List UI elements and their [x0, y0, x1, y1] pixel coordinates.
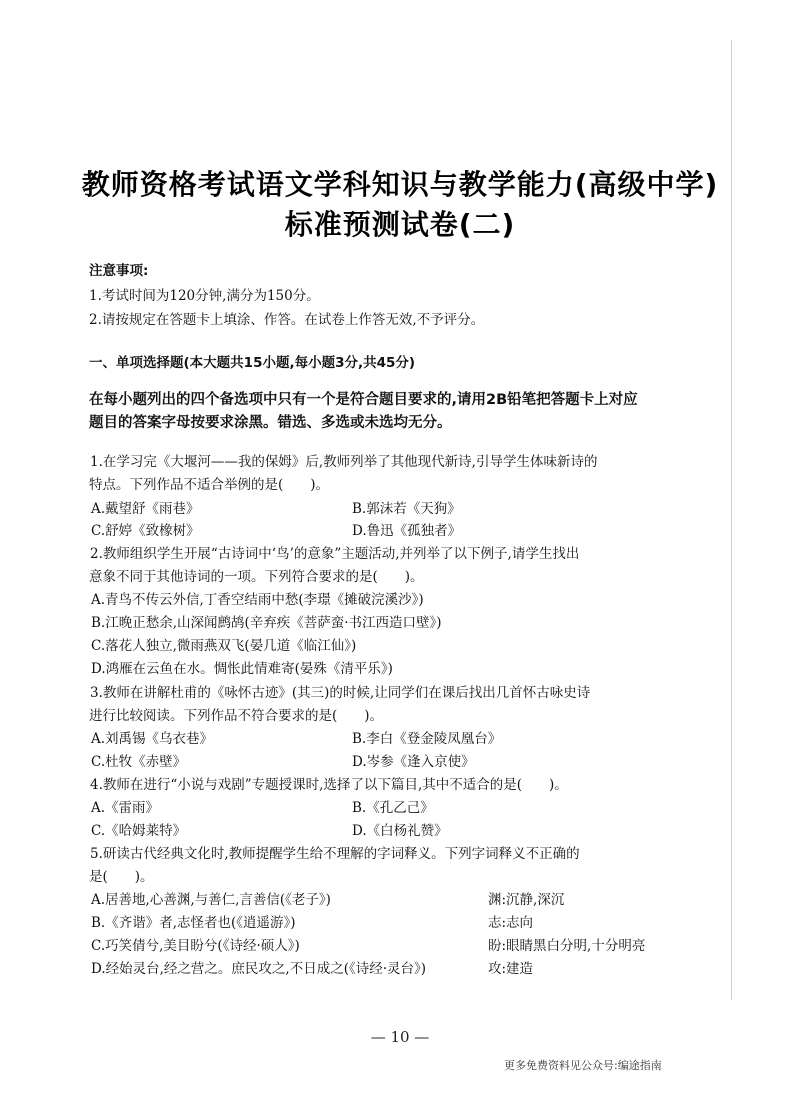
question-5-stem-line2: 是( )。 — [89, 869, 154, 885]
question-1-option-b: B.郭沫若《天狗》 — [352, 501, 461, 517]
footer-note: 更多免费资料见公众号:编途指南 — [504, 1059, 662, 1072]
notice-item-2: 2.请按规定在答题卡上填涂、作答。在试卷上作答无效,不予评分。 — [89, 312, 485, 328]
question-3-option-b: B.李白《登金陵凤凰台》 — [352, 731, 502, 747]
question-5-option-a-gloss: 渊:沉静,深沉 — [488, 892, 565, 908]
question-2-stem-line1: 2.教师组织学生开展“古诗词中‘鸟’的意象”主题活动,并列举了以下例子,请学生找出 — [90, 546, 580, 562]
question-3-stem-line2: 进行比较阅读。下列作品不符合要求的是( )。 — [89, 708, 384, 724]
question-4-option-a: A.《雷雨》 — [91, 800, 160, 816]
section-instructions-line1: 在每小题列出的四个备选项中只有一个是符合题目要求的,请用2B铅笔把答题卡上对应 — [89, 392, 638, 408]
section-heading: 一、单项选择题(本大题共15小题,每小题3分,共45分) — [89, 355, 416, 371]
question-1-stem-line1: 1.在学习完《大堰河——我的保姆》后,教师列举了其他现代新诗,引导学生体味新诗的 — [90, 454, 598, 470]
question-4-option-c: C.《哈姆莱特》 — [91, 823, 187, 839]
page-number: — 10 — — [370, 1028, 430, 1046]
question-5-stem-line1: 5.研读古代经典文化时,教师提醒学生给不理解的字词释义。下列字词释义不正确的 — [90, 846, 580, 862]
question-2-option-b: B.江晚正愁余,山深闻鹧鸪(辛弃疾《菩萨蛮·书江西造口壁》) — [91, 615, 442, 631]
section-instructions-line2: 题目的答案字母按要求涂黑。错选、多选或未选均无分。 — [89, 415, 452, 431]
notice-heading: 注意事项: — [89, 263, 149, 279]
question-3-option-c: C.杜牧《赤壁》 — [91, 754, 187, 770]
question-3-stem-line1: 3.教师在讲解杜甫的《咏怀古迹》(其三)的时候,让同学们在课后找出几首怀古咏史诗 — [90, 685, 591, 701]
question-4-option-b: B.《孔乙己》 — [352, 800, 434, 816]
question-5-option-a: A.居善地,心善渊,与善仁,言善信(《老子》) — [91, 892, 331, 908]
exam-title-line1: 教师资格考试语文学科知识与教学能力(高级中学) — [81, 168, 719, 201]
question-5-option-b: B.《齐谐》者,志怪者也(《逍遥游》) — [91, 915, 296, 931]
notice-item-1: 1.考试时间为120分钟,满分为150分。 — [89, 288, 320, 304]
question-5-option-c-gloss: 盼:眼睛黑白分明,十分明亮 — [488, 938, 646, 954]
question-5-option-c: C.巧笑倩兮,美目盼兮(《诗经·硕人》) — [91, 938, 300, 954]
question-1-option-d: D.鲁迅《孤独者》 — [352, 523, 462, 539]
question-1-option-a: A.戴望舒《雨巷》 — [91, 501, 200, 517]
question-5-option-d: D.经始灵台,经之营之。庶民攻之,不日成之(《诗经·灵台》) — [91, 961, 427, 977]
question-3-option-a: A.刘禹锡《乌衣巷》 — [91, 731, 214, 747]
question-3-option-d: D.岑参《逢入京使》 — [352, 754, 475, 770]
question-2-option-c: C.落花人独立,微雨燕双飞(晏几道《临江仙》) — [91, 638, 357, 654]
question-2-option-a: A.青鸟不传云外信,丁香空结雨中愁(李璟《摊破浣溪沙》) — [91, 592, 424, 608]
exam-title-line2: 标准预测试卷(二) — [284, 208, 516, 241]
question-2-stem-line2: 意象不同于其他诗词的一项。下列符合要求的是( )。 — [89, 569, 424, 585]
question-1-stem-line2: 特点。下列作品不适合举例的是( )。 — [89, 477, 330, 493]
question-2-option-d: D.鸿雁在云鱼在水。惆怅此情难寄(晏殊《清平乐》) — [91, 661, 393, 677]
question-4-stem: 4.教师在进行“小说与戏剧”专题授课时,选择了以下篇目,其中不适合的是( )。 — [90, 777, 568, 793]
question-5-option-b-gloss: 志:志向 — [488, 915, 534, 931]
question-4-option-d: D.《白杨礼赞》 — [352, 823, 448, 839]
question-1-option-c: C.舒婷《致橡树》 — [91, 523, 200, 539]
question-5-option-d-gloss: 攻:建造 — [488, 961, 534, 977]
